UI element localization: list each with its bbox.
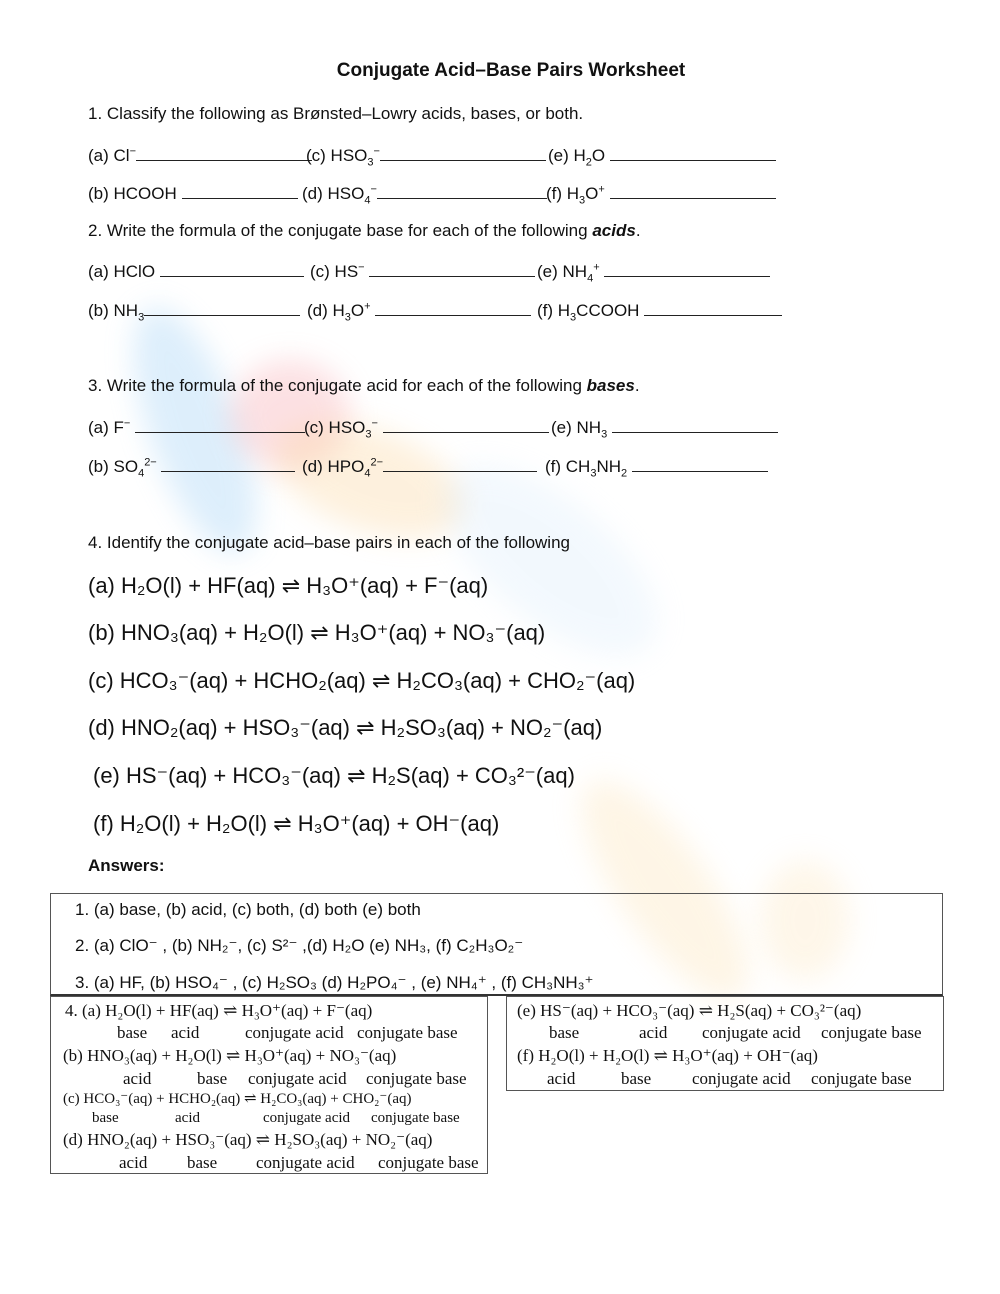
q1-item-d: (d) $HSO_4^-$	[302, 182, 547, 204]
answer-blank[interactable]	[161, 455, 295, 472]
answer-blank[interactable]	[182, 182, 298, 199]
answer-blank[interactable]	[380, 144, 546, 161]
role-label: acid	[123, 1069, 152, 1088]
answer-blank[interactable]	[377, 182, 547, 199]
answer-blank[interactable]	[144, 299, 300, 316]
role-label: base	[187, 1153, 218, 1172]
q3-item-e: (e) $NH_3$	[551, 416, 778, 438]
answer-2: 2. (a) ClO⁻ , (b) NH₂⁻, (c) S²⁻ ,(d) H₂O (e) NH₃, (f) C₂H₃O₂⁻	[75, 936, 524, 955]
role-label: conjugate acid	[263, 1110, 351, 1126]
role-label: conjugate base	[378, 1153, 479, 1172]
answer-blank[interactable]	[383, 455, 537, 472]
role-label: conjugate acid	[692, 1069, 791, 1088]
role-label: acid	[547, 1069, 576, 1088]
answer-blank[interactable]	[136, 144, 312, 161]
role-label: acid	[639, 1023, 668, 1042]
q2-item-d: (d) $H_3O^+$	[307, 299, 531, 321]
role-label: acid	[171, 1023, 200, 1042]
role-label: base	[197, 1069, 228, 1088]
role-label: base	[549, 1023, 580, 1042]
q4-prompt: 4. Identify the conjugate acid–base pairs in each of the following	[88, 533, 570, 552]
answer-blank[interactable]	[612, 416, 778, 433]
answer-4f-equation: (f) H₂O(l) + H₂O(l) ⇌ H₃O⁺(aq) + OH⁻(aq)	[517, 1046, 818, 1065]
answer-blank[interactable]	[369, 260, 535, 277]
answer-3: 3. (a) HF, (b) HSO₄⁻ , (c) H₂SO₃ (d) H₂PO₄⁻ , (e) NH₄⁺ , (f) CH₃NH₃⁺	[75, 973, 594, 992]
q2-prompt: 2. Write the formula of the conjugate base for each of the following acids.	[88, 221, 641, 240]
answer-blank[interactable]	[632, 455, 768, 472]
role-label: conjugate acid	[256, 1153, 355, 1172]
q1-item-b: (b) HCOOH	[88, 182, 298, 204]
role-label: conjugate acid	[248, 1069, 347, 1088]
role-label: conjugate base	[357, 1023, 458, 1042]
answer-blank[interactable]	[383, 416, 549, 433]
answer-blank[interactable]	[135, 416, 305, 433]
answer-blank[interactable]	[610, 182, 776, 199]
answer-blank[interactable]	[644, 299, 782, 316]
q4-equation-c: (c) HCO₃⁻(aq) + HCHO₂(aq) ⇌ H₂CO₃(aq) + CHO₂⁻(aq)	[88, 668, 636, 693]
q2-item-e: (e) $NH_4^+$	[537, 260, 770, 282]
answer-blank[interactable]	[604, 260, 770, 277]
q4-equation-b: (b) HNO₃(aq) + H₂O(l) ⇌ H₃O⁺(aq) + NO₃⁻(aq)	[88, 620, 546, 645]
q1-prompt: 1. Classify the following as Brønsted–Lowry acids, bases, or both.	[88, 104, 584, 123]
q2-item-a: (a) HClO	[88, 260, 304, 282]
role-label: base	[117, 1023, 148, 1042]
answer-4d-equation: (d) HNO₂(aq) + HSO₃⁻(aq) ⇌ H₂SO₃(aq) + NO₂⁻(aq)	[63, 1130, 433, 1149]
role-label: acid	[175, 1110, 200, 1126]
q1-item-a: (a) Cl−	[88, 144, 312, 166]
role-label: conjugate acid	[245, 1023, 344, 1042]
q3-item-b: (b) $SO_4^{2-}$	[88, 455, 295, 477]
answer-4-box-right	[506, 996, 944, 1091]
answer-4-box-left	[50, 996, 488, 1174]
q4-equation-e: (e) HS⁻(aq) + HCO₃⁻(aq) ⇌ H₂S(aq) + CO₃²⁻(aq)	[93, 763, 575, 788]
answer-4b-equation: (b) HNO₃(aq) + H₂O(l) ⇌ H₃O⁺(aq) + NO₃⁻(aq)	[63, 1046, 397, 1065]
answer-4e-equation: (e) HS⁻(aq) + HCO₃⁻(aq) ⇌ H₂S(aq) + CO₃²⁻(aq)	[517, 1001, 862, 1020]
q3-item-c: (c) $HSO_3^-$	[304, 416, 549, 438]
role-label: conjugate base	[371, 1110, 460, 1126]
role-label: base	[92, 1110, 119, 1126]
q2-item-c: (c) HS−	[310, 260, 535, 282]
role-label: conjugate acid	[702, 1023, 801, 1042]
q2-item-f: (f) $H_3CCOOH$	[537, 299, 782, 321]
q3-item-f: (f) $CH_3NH_2$	[545, 455, 768, 477]
answer-blank[interactable]	[160, 260, 304, 277]
answer-1: 1. (a) base, (b) acid, (c) both, (d) both (e) both	[75, 900, 421, 919]
role-label: conjugate base	[821, 1023, 922, 1042]
q4-equation-f: (f) H₂O(l) + H₂O(l) ⇌ H₃O⁺(aq) + OH⁻(aq)	[93, 811, 500, 836]
q1-item-c: (c) $HSO_3^-$	[306, 144, 546, 166]
q3-prompt: 3. Write the formula of the conjugate acid for each of the following bases.	[88, 376, 640, 395]
q2-item-b: (b) $NH_3$	[88, 299, 300, 321]
role-label: conjugate base	[366, 1069, 467, 1088]
answer-blank[interactable]	[610, 144, 776, 161]
answers-box	[50, 893, 943, 996]
answer-4c-equation: (c) HCO₃⁻(aq) + HCHO₂(aq) ⇌ H₂CO₃(aq) + CHO₂⁻(aq)	[63, 1091, 412, 1107]
answers-heading: Answers:	[88, 856, 165, 875]
q3-item-a: (a) F−	[88, 416, 305, 438]
answer-blank[interactable]	[375, 299, 531, 316]
q1-item-e: (e) $H_2O$	[548, 144, 776, 166]
answer-4a-equation: 4. (a) H₂O(l) + HF(aq) ⇌ H₃O⁺(aq) + F⁻(aq)	[65, 1001, 373, 1020]
q3-item-d: (d) $HPO_4^{2-}$	[302, 455, 537, 477]
role-label: acid	[119, 1153, 148, 1172]
worksheet-title: Conjugate Acid–Base Pairs Worksheet	[336, 60, 686, 81]
role-label: conjugate base	[811, 1069, 912, 1088]
role-label: base	[621, 1069, 652, 1088]
q4-equation-d: (d) HNO₂(aq) + HSO₃⁻(aq) ⇌ H₂SO₃(aq) + NO₂⁻(aq)	[88, 715, 603, 740]
q1-item-f: (f) $H_3O^+$	[546, 182, 776, 204]
q4-equation-a: (a) H₂O(l) + HF(aq) ⇌ H₃O⁺(aq) + F⁻(aq)	[88, 573, 489, 598]
